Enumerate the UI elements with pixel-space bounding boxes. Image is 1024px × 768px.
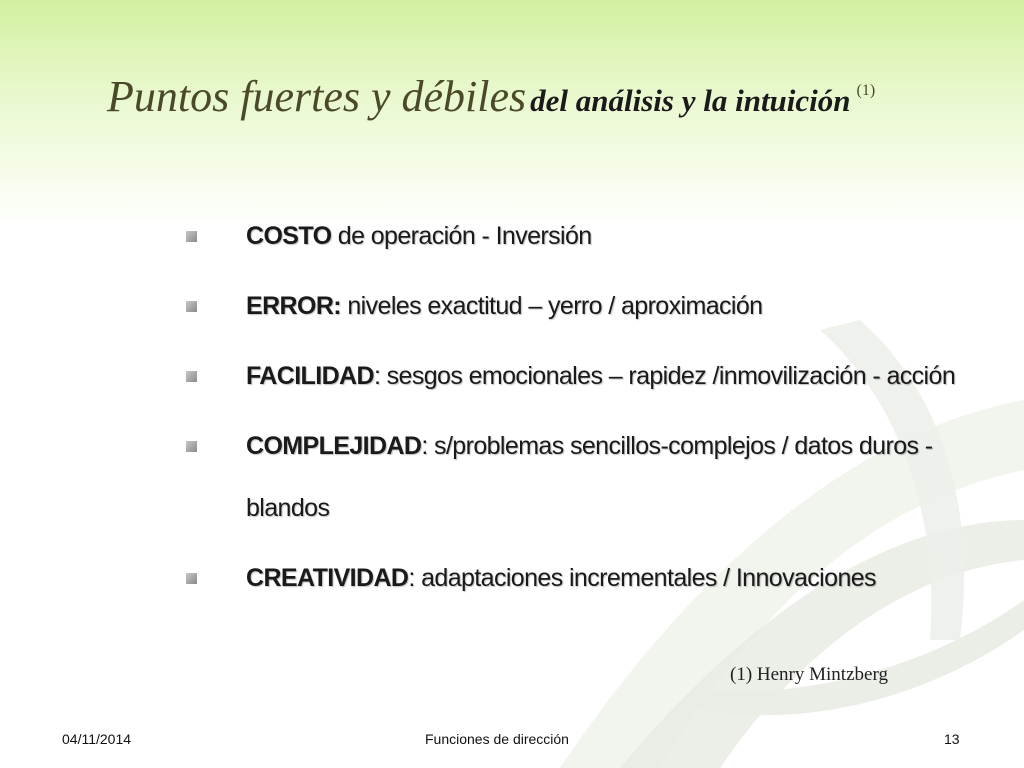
bullet-term: CREATIVIDAD [246,564,409,592]
bullet-square-icon [186,231,197,242]
bullet-term: COMPLEJIDAD [246,432,422,460]
bullet-item-error [186,275,1006,337]
bullet-item-complejidad [186,415,1006,539]
bullet-text: : adaptaciones incrementales / Innovaciones [408,564,876,592]
footer-title: Funciones de dirección [425,731,569,747]
bullet-square-icon [186,441,197,452]
bullet-item-costo [186,205,1006,267]
bullet-text: : sesgos emocionales – rapidez /inmovilización - acción [373,362,956,390]
slide-title [107,68,987,136]
bullet-text: de operación - Inversión [331,222,592,250]
bullet-term: COSTO [246,222,332,250]
bullet-square-icon [186,301,197,312]
bullet-item-creatividad [186,547,1006,609]
bullet-square-icon [186,573,197,584]
title-rest: del análisis y la intuición [530,83,851,118]
reference-note: (1) Henry Mintzberg [730,664,888,685]
footer-page-number: 13 [944,731,960,747]
bullet-square-icon [186,371,197,382]
bullet-text: niveles exactitud – yerro / aproximación [341,292,763,320]
bullet-list [186,205,1006,617]
bullet-item-facilidad [186,345,1006,407]
bullet-term: ERROR: [246,292,342,320]
footer-date: 04/11/2014 [62,731,132,747]
title-main: Puntos fuertes y débiles [107,72,527,121]
title-reference: (1) [856,82,876,99]
bullet-term: FACILIDAD [246,362,374,390]
bullet-text: : s/problemas sencillos-complejos / datos duros - blandos [246,432,933,522]
